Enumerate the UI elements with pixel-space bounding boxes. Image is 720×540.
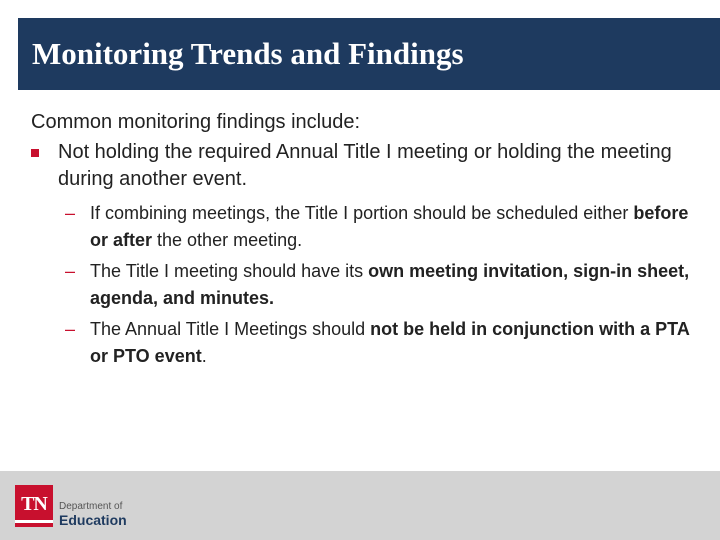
tn-logo-text: TN xyxy=(21,493,47,515)
sub-bullet-list xyxy=(31,200,701,369)
sub-bullet-text: the other meeting. xyxy=(152,229,303,250)
dash-bullet-icon: – xyxy=(65,261,76,281)
slide-content xyxy=(31,109,701,374)
tn-education-logo xyxy=(15,485,135,527)
sub-bullet-bold-text: own meeting invitation, sign-in sheet, agenda, and minutes. xyxy=(90,261,690,308)
sub-bullet-item xyxy=(65,200,701,253)
tn-logo-stripe xyxy=(15,520,53,523)
sub-bullet-bold-text: before or after xyxy=(90,203,689,250)
sub-bullet-text: If combining meetings, the Title I portion should be scheduled either xyxy=(90,203,634,223)
sub-bullet-item xyxy=(65,316,701,369)
sub-bullet-text: . xyxy=(201,345,207,366)
sub-bullet-text: The Title I meeting should have its xyxy=(90,261,369,281)
logo-education-text: Education xyxy=(59,512,127,528)
logo-department-text: Department of xyxy=(59,501,123,512)
square-bullet-icon xyxy=(31,149,39,157)
intro-text: Common monitoring findings include: xyxy=(31,111,361,133)
sub-bullet-bold-text: not be held in conjunction with a PTA or PTO event xyxy=(90,319,690,366)
bullet-item xyxy=(31,139,701,193)
slide-title: Monitoring Trends and Findings xyxy=(32,36,464,71)
title-bar xyxy=(18,18,720,90)
dash-bullet-icon: – xyxy=(65,319,76,339)
sub-bullet-item xyxy=(65,258,701,311)
tn-logo-mark xyxy=(15,485,53,527)
bullet-text: Not holding the required Annual Title I meeting or holding the meeting during another event. xyxy=(58,141,672,190)
sub-bullet-text: The Annual Title I Meetings should xyxy=(90,319,371,339)
dash-bullet-icon: – xyxy=(65,203,76,223)
